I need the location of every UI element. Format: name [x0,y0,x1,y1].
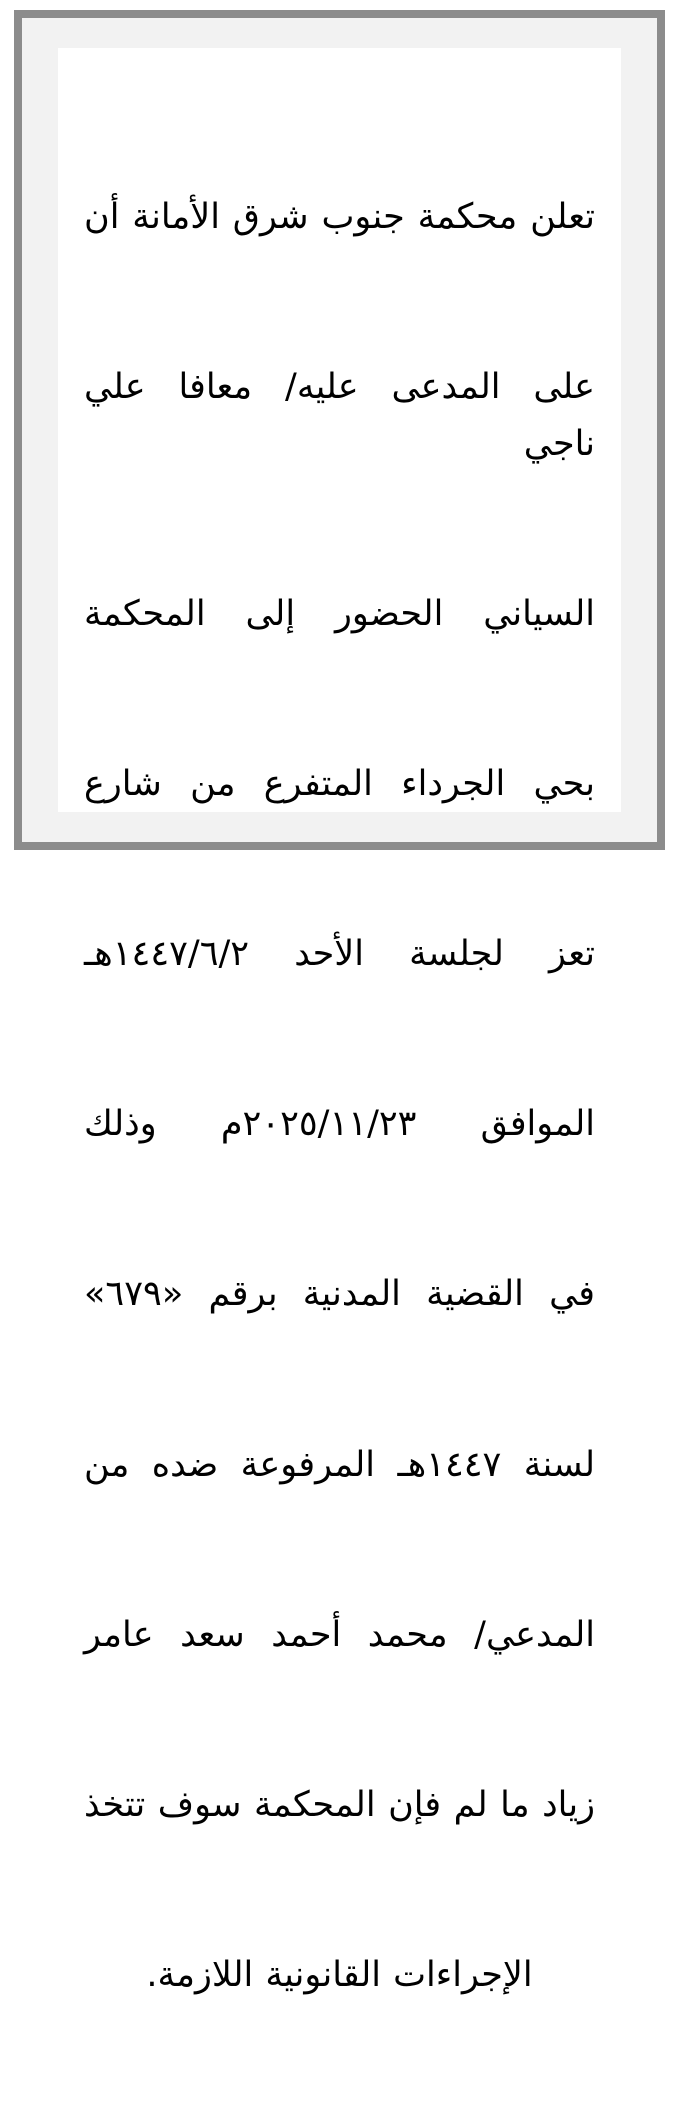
notice-line: لسنة ١٤٤٧هـ المرفوعة ضده من [84,1444,595,1485]
notice-line: بحي الجرداء المتفرع من شارع [84,764,595,805]
notice-line: زياد ما لم فإن المحكمة سوف تتخذ [84,1784,595,1825]
notice-body [58,48,621,1995]
notice-line: الموافق ٢٠٢٥/١١/٢٣م وذلك [84,1104,595,1145]
notice-line: تعز لجلسة الأحد ١٤٤٧/٦/٢هـ [84,934,595,975]
notice-paragraph [71,76,595,2117]
notice-line: على المدعى عليه/ معافا علي ناجي [71,367,595,465]
notice-frame [14,10,665,1995]
notice-line: الإجراءات القانونية اللازمة. [146,1954,533,1995]
notice-line: السياني الحضور إلى المحكمة [84,594,595,635]
notice-line: المدعي/ محمد أحمد سعد عامر [84,1614,595,1655]
notice-line: تعلن محكمة جنوب شرق الأمانة أن [84,197,595,238]
notice-line: في القضية المدنية برقم «٦٧٩» [84,1274,595,1315]
